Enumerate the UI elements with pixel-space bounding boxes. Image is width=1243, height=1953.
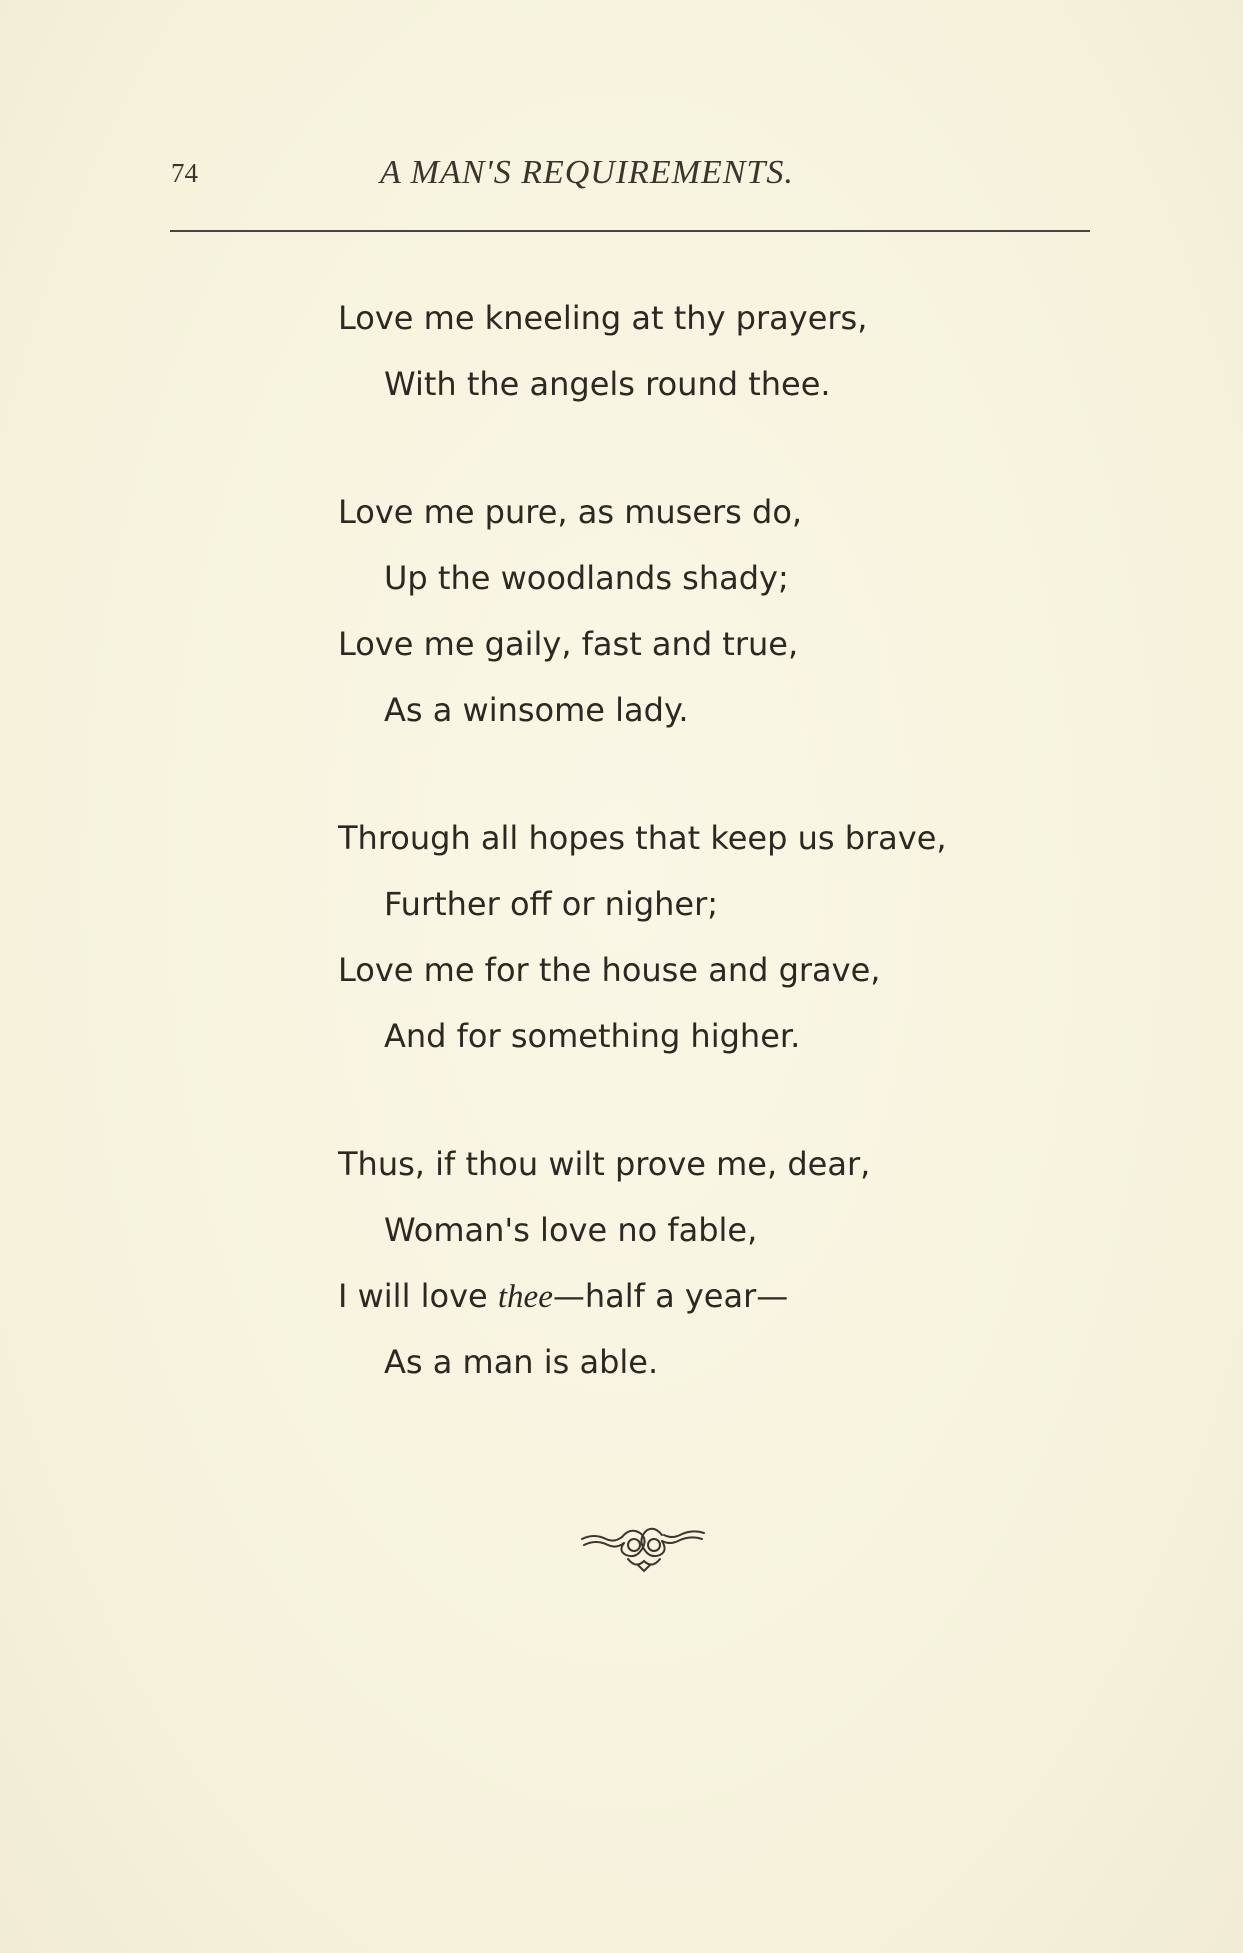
poem-line: As a winsome lady. — [384, 691, 689, 729]
running-head — [165, 150, 1090, 200]
header-rule — [170, 230, 1090, 232]
poem-line: Love me for the house and grave, — [338, 951, 881, 989]
stanza-3 — [338, 805, 1058, 1069]
poem-line — [338, 1263, 1058, 1329]
poem-line-part: I will love — [338, 1277, 498, 1315]
poem-line: Love me gaily, fast and true, — [338, 625, 799, 663]
poem-line: And for something higher. — [384, 1017, 801, 1055]
floral-tailpiece-icon — [578, 1525, 708, 1573]
emphasized-word: thee — [497, 1279, 553, 1315]
poem-line: Through all hopes that keep us brave, — [338, 819, 947, 857]
poem-line: Further off or nigher; — [384, 885, 719, 923]
poem — [338, 285, 1058, 1457]
poem-line: Love me pure, as musers do, — [338, 493, 803, 531]
poem-line: Woman's love no fable, — [384, 1211, 758, 1249]
poem-line: Thus, if thou wilt prove me, dear, — [338, 1145, 871, 1183]
stanza-2 — [338, 479, 1058, 743]
poem-line: As a man is able. — [384, 1343, 659, 1381]
running-title: A MAN'S REQUIREMENTS. — [380, 154, 794, 191]
poem-line-part: —half a year— — [552, 1277, 789, 1315]
page-number: 74 — [171, 158, 198, 188]
stanza-4 — [338, 1131, 1058, 1395]
poem-line: With the angels round thee. — [384, 365, 831, 403]
stanza-1 — [338, 285, 1058, 417]
poem-line: Up the woodlands shady; — [384, 559, 789, 597]
poem-line: Love me kneeling at thy prayers, — [338, 299, 868, 337]
